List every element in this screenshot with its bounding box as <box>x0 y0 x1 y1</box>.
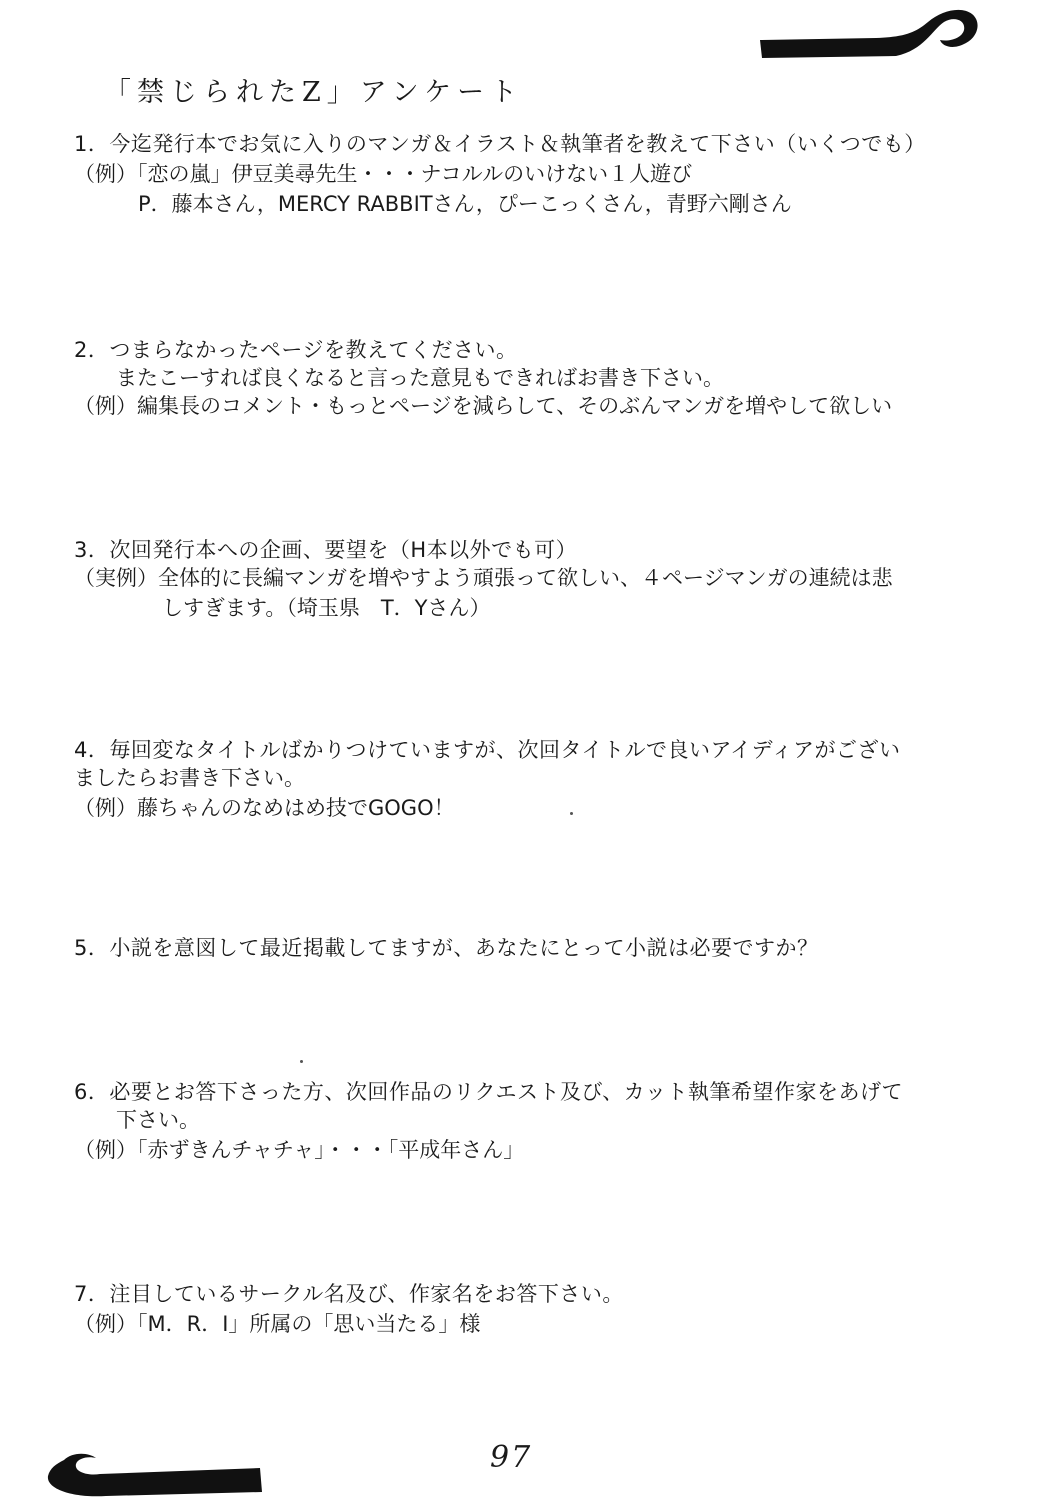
question-6-example: （例）「赤ずきんチャチャ」・・・「平成年さん」 <box>74 1138 525 1162</box>
question-3-example-cont: しすぎます。（埼玉県 T．Yさん） <box>162 596 491 620</box>
brush-stroke-top-decoration <box>756 2 982 66</box>
question-6-text-cont: 下さい。 <box>116 1108 200 1132</box>
question-4-text-cont: ましたらお書き下さい。 <box>74 766 305 790</box>
brush-stroke-bottom-decoration <box>36 1446 264 1500</box>
question-6-text: 6．必要とお答下さった方、次回作品のリクエスト及び、カット執筆希望作家をあげて <box>74 1080 903 1104</box>
question-4-text: 4．毎回変なタイトルばかりつけていますが、次回タイトルで良いアイディアがござい <box>74 738 901 762</box>
page-title: 「禁じられたZ」アンケート <box>104 77 524 108</box>
question-5-text: 5．小説を意図して最近掲載してますが、あなたにとって小説は必要ですか？ <box>74 936 819 960</box>
scan-speck <box>300 1060 303 1063</box>
page-number: 97 <box>490 1440 533 1475</box>
question-3-text: 3．次回発行本への企画、要望を（H本以外でも可） <box>74 538 578 562</box>
question-1-text: 1．今迄発行本でお気に入りのマンガ＆イラスト＆執筆者を教えて下さい（いくつでも） <box>74 132 926 156</box>
question-1-example: （例）「恋の嵐」伊豆美尋先生・・・ナコルルのいけない１人遊び <box>74 162 693 186</box>
scan-speck <box>570 812 573 815</box>
question-1-example-cont: P．藤本さん，MERCY RABBITさん，ぴーこっくさん，青野六剛さん <box>138 192 792 216</box>
question-2-text: 2．つまらなかったページを教えてください。 <box>74 338 518 362</box>
question-2-text-cont: またこーすれば良くなると言った意見もできればお書き下さい。 <box>116 366 724 390</box>
question-7-example: （例）「M．R．I」所属の「思い当たる」様 <box>74 1312 481 1336</box>
question-3-example: （実例）全体的に長編マンガを増やすよう頑張って欲しい、４ページマンガの連続は悲 <box>74 566 893 590</box>
question-2-example: （例）編集長のコメント・もっとページを減らして、そのぶんマンガを増やして欲しい <box>74 394 893 418</box>
question-7-text: 7．注目しているサークル名及び、作家名をお答下さい。 <box>74 1282 624 1306</box>
question-4-example: （例）藤ちゃんのなめはめ技でGOGO！ <box>74 796 455 820</box>
